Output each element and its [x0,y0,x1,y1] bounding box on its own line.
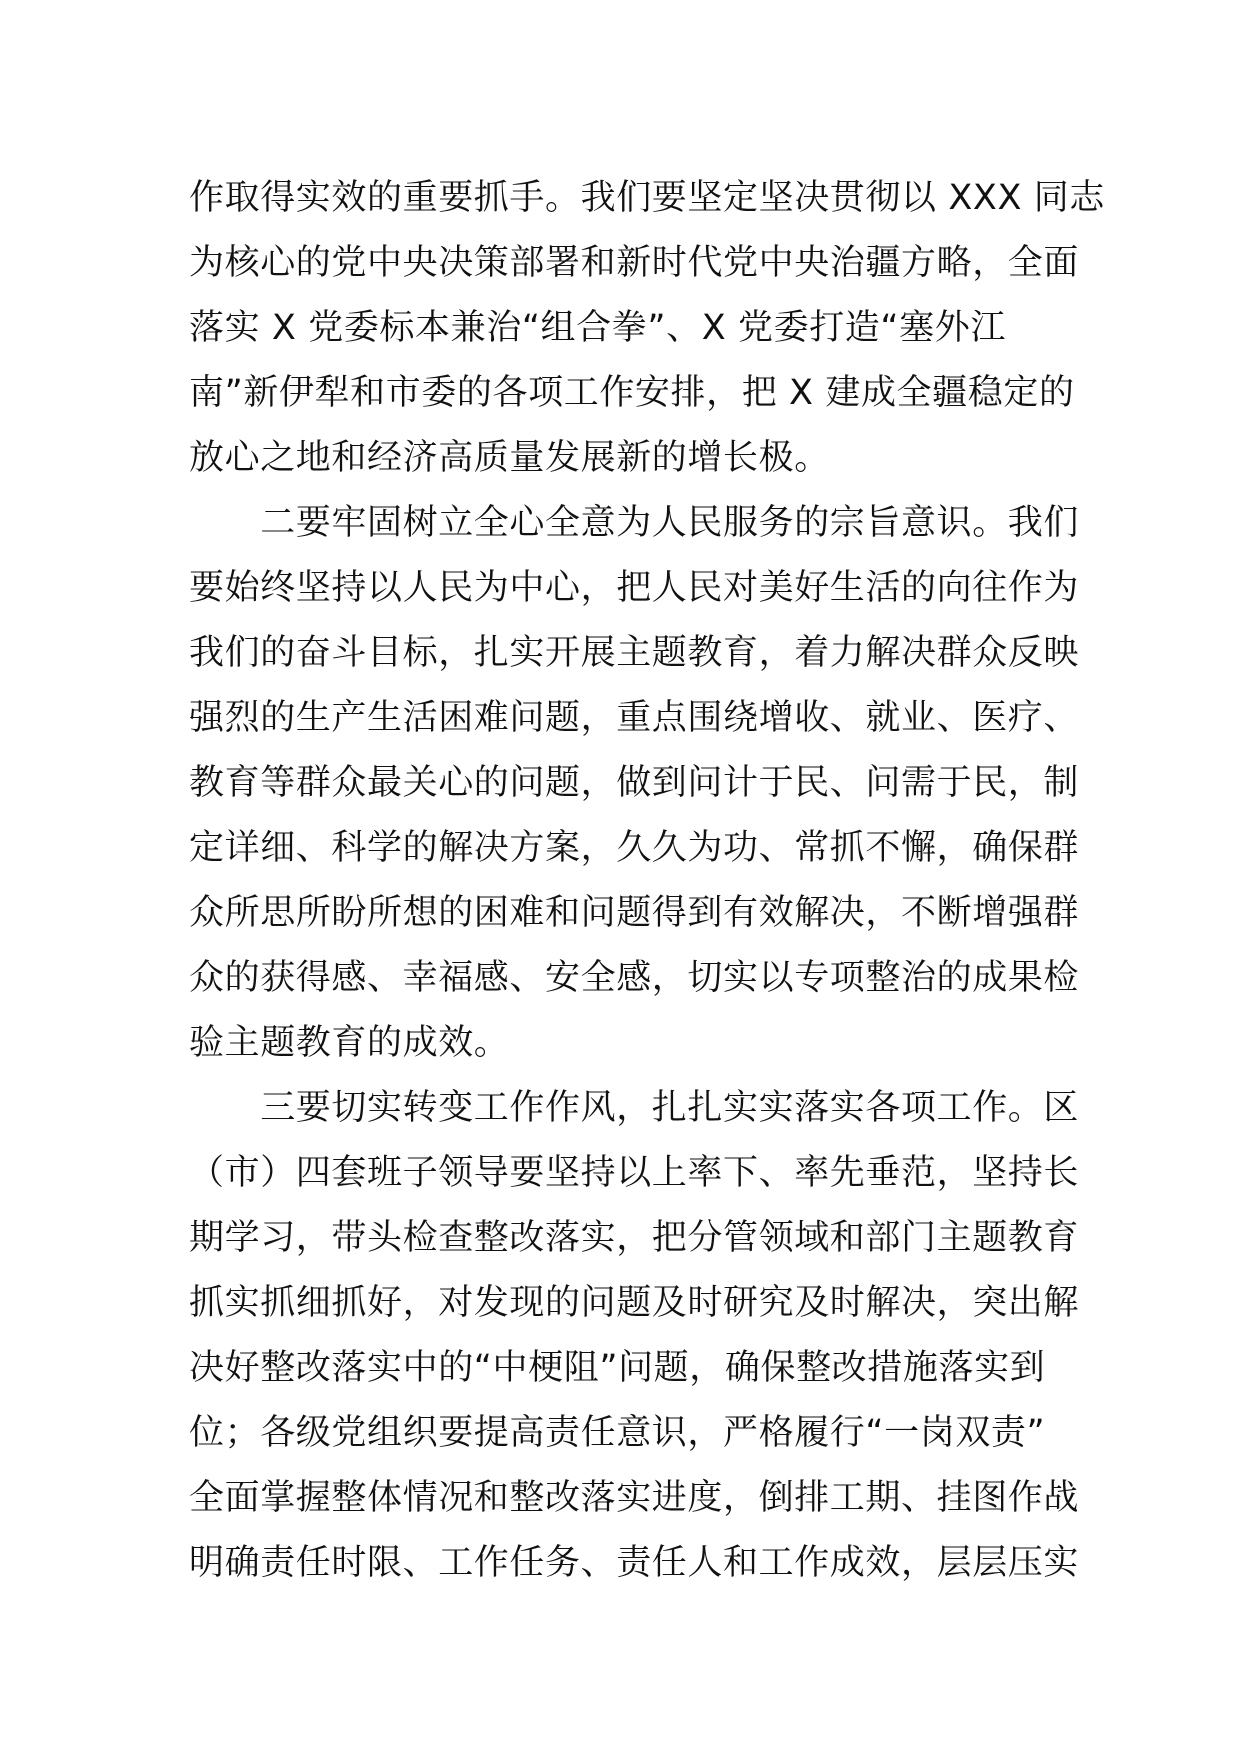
text-line: 验主题教育的成效。 [189,1023,510,1063]
text-line: 南”新伊犁和市委的各项工作安排，把 X 建成全疆稳定的 [189,373,1075,413]
body-text [189,166,1105,1596]
text-line: 我们的奋斗目标，扎实开展主题教育，着力解决群众反映 [189,633,1080,673]
text-line: 抓实抓细抓好，对发现的问题及时研究及时解决，突出解 [189,1283,1080,1323]
text-line: 众的获得感、幸福感、安全感，切实以专项整治的成果检 [189,958,1080,998]
text-line: 众所思所盼所想的困难和问题得到有效解决，不断增强群 [189,893,1080,933]
text-line: 二要牢固树立全心全意为人民服务的宗旨意识。我们 [189,503,1080,543]
text-line: 要始终坚持以人民为中心，把人民对美好生活的向往作为 [189,568,1080,608]
text-line: 全面掌握整体情况和整改落实进度，倒排工期、挂图作战 [189,1478,1080,1518]
text-line: 为核心的党中央决策部署和新时代党中央治疆方略，全面 [189,243,1080,283]
text-line: 决好整改落实中的“中梗阻”问题，确保整改措施落实到 [189,1348,1046,1388]
text-line: 明确责任时限、工作任务、责任人和工作成效，层层压实 [189,1543,1080,1583]
text-line: 位；各级党组织要提高责任意识，严格履行“一岗双责” [189,1413,1046,1453]
text-line: 期学习，带头检查整改落实，把分管领域和部门主题教育 [189,1218,1080,1258]
text-line: 教育等群众最关心的问题，做到问计于民、问需于民，制 [189,763,1080,803]
text-line: 落实 X 党委标本兼治“组合拳”、X 党委打造“塞外江 [189,308,1006,348]
text-line: 三要切实转变工作作风，扎扎实实落实各项工作。区 [189,1088,1080,1128]
text-line: 定详细、科学的解决方案，久久为功、常抓不懈，确保群 [189,828,1080,868]
text-line: （市）四套班子领导要坚持以上率下、率先垂范，坚持长 [189,1153,1080,1193]
text-line: 放心之地和经济高质量发展新的增长极。 [189,438,830,478]
text-line: 强烈的生产生活困难问题，重点围绕增收、就业、医疗、 [189,698,1080,738]
text-line: 作取得实效的重要抓手。我们要坚定坚决贯彻以 XXX 同志 [189,178,1105,218]
